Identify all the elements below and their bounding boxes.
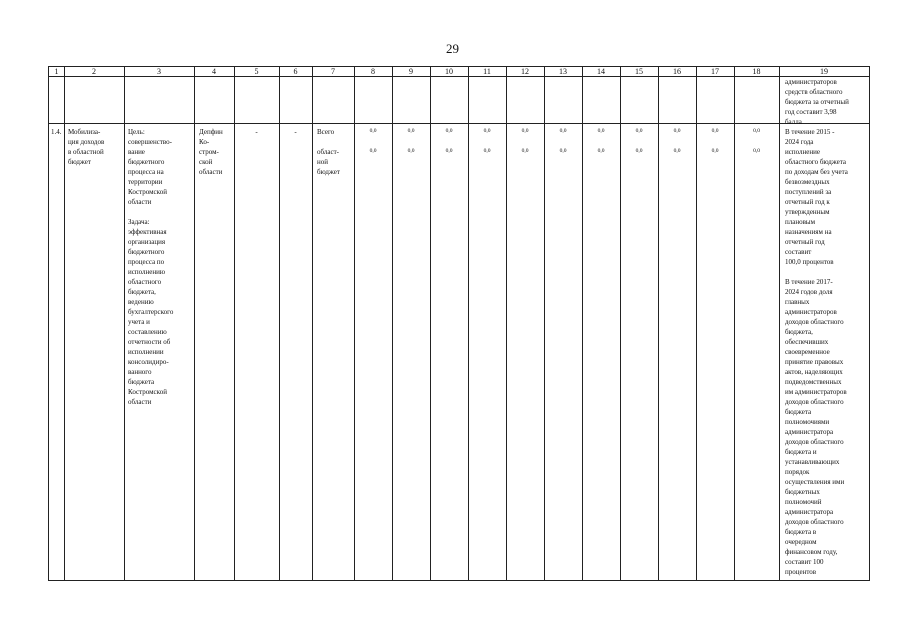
- row-divider: [49, 123, 869, 124]
- text-line: бухгалтерского: [128, 308, 174, 316]
- text-line: порядок: [785, 468, 810, 476]
- text-line: Мобилиза-: [68, 128, 101, 136]
- text-line: бюджет: [68, 158, 91, 166]
- text-line: отчетности об: [128, 338, 171, 346]
- text-line: полномочиями: [785, 418, 830, 426]
- header-col-4: 4: [212, 67, 216, 76]
- text-line: по доходам без учета: [785, 168, 848, 176]
- text-line: 2024 годов доля: [785, 288, 833, 296]
- col5-value: -: [255, 128, 258, 136]
- col6-value: -: [294, 128, 297, 136]
- text-line: подведомственных: [785, 378, 842, 386]
- value-cell: 0,0: [753, 148, 760, 154]
- text-line: составит: [785, 248, 812, 256]
- text-line: полномочий: [785, 498, 822, 506]
- header-col-11: 11: [483, 67, 491, 76]
- value-cell: 0,0: [407, 148, 415, 154]
- text-line: плановым: [785, 218, 816, 226]
- text-line: Депфин: [199, 128, 223, 136]
- text-line: ной: [317, 158, 328, 166]
- column-rule: [658, 67, 659, 580]
- header-col-13: 13: [559, 67, 567, 76]
- text-line: поступлений за: [785, 188, 832, 196]
- expected-results: [785, 127, 867, 577]
- source-total-label: Всего: [317, 128, 335, 136]
- text-line: бюджета и: [785, 448, 817, 456]
- text-line: средств областного: [785, 88, 843, 96]
- column-rule: [234, 67, 235, 580]
- column-rule: [392, 67, 393, 580]
- text-line: области: [128, 198, 152, 206]
- column-rule: [279, 67, 280, 580]
- text-line: области: [128, 398, 152, 406]
- value-cell: 0,0: [673, 128, 681, 134]
- text-line: составлению: [128, 328, 167, 336]
- text-line: [785, 267, 867, 277]
- value-cell: 0,0: [635, 128, 643, 134]
- text-line: процентов: [785, 568, 817, 576]
- text-line: вание: [128, 148, 145, 156]
- text-line: Костромской: [128, 388, 167, 396]
- text-line: безвозмездных: [785, 178, 830, 186]
- text-line: бюджета за отчетный: [785, 98, 849, 106]
- prev-row-col19: [785, 77, 867, 127]
- text-line: ведению: [128, 298, 154, 306]
- text-line: администраторов: [785, 308, 837, 316]
- page-number: 29: [446, 41, 459, 56]
- text-line: совершенство-: [128, 138, 172, 146]
- text-line: доходов областного: [785, 518, 844, 526]
- column-rule: [582, 67, 583, 580]
- column-rule: [506, 67, 507, 580]
- text-line: исполнении: [128, 348, 164, 356]
- column-rule: [194, 67, 195, 580]
- header-col-18: 18: [752, 67, 761, 76]
- column-rule: [430, 67, 431, 580]
- goal-and-task: [128, 127, 193, 407]
- header-col-7: 7: [331, 67, 335, 76]
- text-line: В течение 2017-: [785, 278, 833, 286]
- value-cell: 0,0: [597, 128, 605, 134]
- column-rule: [779, 67, 780, 580]
- header-col-9: 9: [409, 67, 413, 76]
- text-line: учета и: [128, 318, 150, 326]
- value-cell: 0,0: [521, 148, 529, 154]
- measure-name: [68, 127, 123, 167]
- value-cell: 0,0: [673, 148, 681, 154]
- source-budget-label: [317, 147, 353, 177]
- header-col-14: 14: [597, 67, 605, 76]
- header-col-2: 2: [92, 67, 96, 76]
- text-line: бюджет: [317, 168, 340, 176]
- text-line: территории: [128, 178, 163, 186]
- text-line: областного: [128, 278, 162, 286]
- header-col-12: 12: [521, 67, 529, 76]
- text-line: балла: [785, 118, 802, 126]
- text-line: организация: [128, 238, 166, 246]
- text-line: в областной: [68, 148, 104, 156]
- text-line: отчетный год: [785, 238, 825, 246]
- text-line: назначениям на: [785, 228, 832, 236]
- value-cell: 0,0: [483, 128, 491, 134]
- header-col-15: 15: [635, 67, 643, 76]
- text-line: Костромской: [128, 188, 167, 196]
- column-rule: [64, 67, 65, 580]
- text-line: своевременное: [785, 348, 830, 356]
- text-line: исполнению: [128, 268, 166, 276]
- value-cell: 0,0: [521, 128, 529, 134]
- header-col-8: 8: [371, 67, 375, 76]
- text-line: принятие правовых: [785, 358, 844, 366]
- text-line: Цель:: [128, 128, 145, 136]
- text-line: администратора: [785, 508, 834, 516]
- value-cell: 0,0: [711, 128, 719, 134]
- text-line: стром-: [199, 148, 219, 156]
- column-rule: [734, 67, 735, 580]
- header-col-16: 16: [673, 67, 681, 76]
- value-cell: 0,0: [407, 128, 415, 134]
- text-line: доходов областного: [785, 438, 844, 446]
- text-line: бюджета,: [128, 288, 156, 296]
- text-line: исполнение: [785, 148, 820, 156]
- text-line: областного бюджета: [785, 158, 846, 166]
- text-line: бюджета: [785, 408, 812, 416]
- text-line: администратора: [785, 428, 834, 436]
- text-line: обеспечивших: [785, 338, 829, 346]
- header-col-10: 10: [445, 67, 453, 76]
- text-line: области: [199, 168, 223, 176]
- value-cell: 0,0: [445, 148, 453, 154]
- text-line: 2024 года: [785, 138, 814, 146]
- text-line: им администраторов: [785, 388, 847, 396]
- column-rule: [124, 67, 125, 580]
- value-cell: 0,0: [369, 148, 377, 154]
- text-line: доходов областного: [785, 318, 844, 326]
- text-line: ция доходов: [68, 138, 105, 146]
- text-line: отчетный год к: [785, 198, 830, 206]
- data-table: [48, 66, 870, 581]
- text-line: устанавливающих: [785, 458, 840, 466]
- text-line: процесса на: [128, 168, 164, 176]
- value-cell: 0,0: [597, 148, 605, 154]
- text-line: бюджета: [128, 378, 155, 386]
- responsible-executor: [199, 127, 233, 177]
- text-line: утвержденным: [785, 208, 830, 216]
- text-line: финансовом году,: [785, 548, 838, 556]
- text-line: 100,0 процентов: [785, 258, 834, 266]
- column-rule: [544, 67, 545, 580]
- text-line: В течение 2015 -: [785, 128, 835, 136]
- text-line: ванного: [128, 368, 152, 376]
- text-line: эффективная: [128, 228, 167, 236]
- text-line: составит 100: [785, 558, 824, 566]
- text-line: бюджетного: [128, 248, 165, 256]
- header-col-3: 3: [157, 67, 161, 76]
- text-line: консолидиро-: [128, 358, 169, 366]
- text-line: очередном: [785, 538, 817, 546]
- text-line: год составит 3,98: [785, 108, 837, 116]
- text-line: осуществления ими: [785, 478, 845, 486]
- text-line: бюджетных: [785, 488, 820, 496]
- header-col-17: 17: [711, 67, 719, 76]
- text-line: бюджета в: [785, 528, 817, 536]
- column-rule: [696, 67, 697, 580]
- text-line: Ко-: [199, 138, 210, 146]
- value-cell: 0,0: [635, 148, 643, 154]
- header-col-19: 19: [820, 67, 828, 76]
- column-rule: [312, 67, 313, 580]
- text-line: ской: [199, 158, 213, 166]
- header-col-6: 6: [293, 67, 298, 76]
- header-col-1: 1: [54, 67, 59, 76]
- row-number: 1.4.: [51, 128, 62, 136]
- text-line: администраторов: [785, 78, 837, 86]
- value-cell: 0,0: [753, 128, 760, 134]
- text-line: доходов областного: [785, 398, 844, 406]
- text-line: бюджетного: [128, 158, 165, 166]
- text-line: главных: [785, 298, 810, 306]
- value-cell: 0,0: [483, 148, 491, 154]
- text-line: бюджета,: [785, 328, 813, 336]
- value-cell: 0,0: [559, 148, 567, 154]
- text-line: актов, наделяющих: [785, 368, 843, 376]
- header-col-5: 5: [254, 67, 259, 76]
- column-rule: [354, 67, 355, 580]
- column-rule: [468, 67, 469, 580]
- text-line: Задача:: [128, 218, 150, 226]
- value-cell: 0,0: [559, 128, 567, 134]
- value-cell: 0,0: [445, 128, 453, 134]
- value-cell: 0,0: [369, 128, 377, 134]
- text-line: процесса по: [128, 258, 165, 266]
- value-cell: 0,0: [711, 148, 719, 154]
- text-line: област-: [317, 148, 339, 156]
- column-rule: [620, 67, 621, 580]
- text-line: [128, 207, 193, 217]
